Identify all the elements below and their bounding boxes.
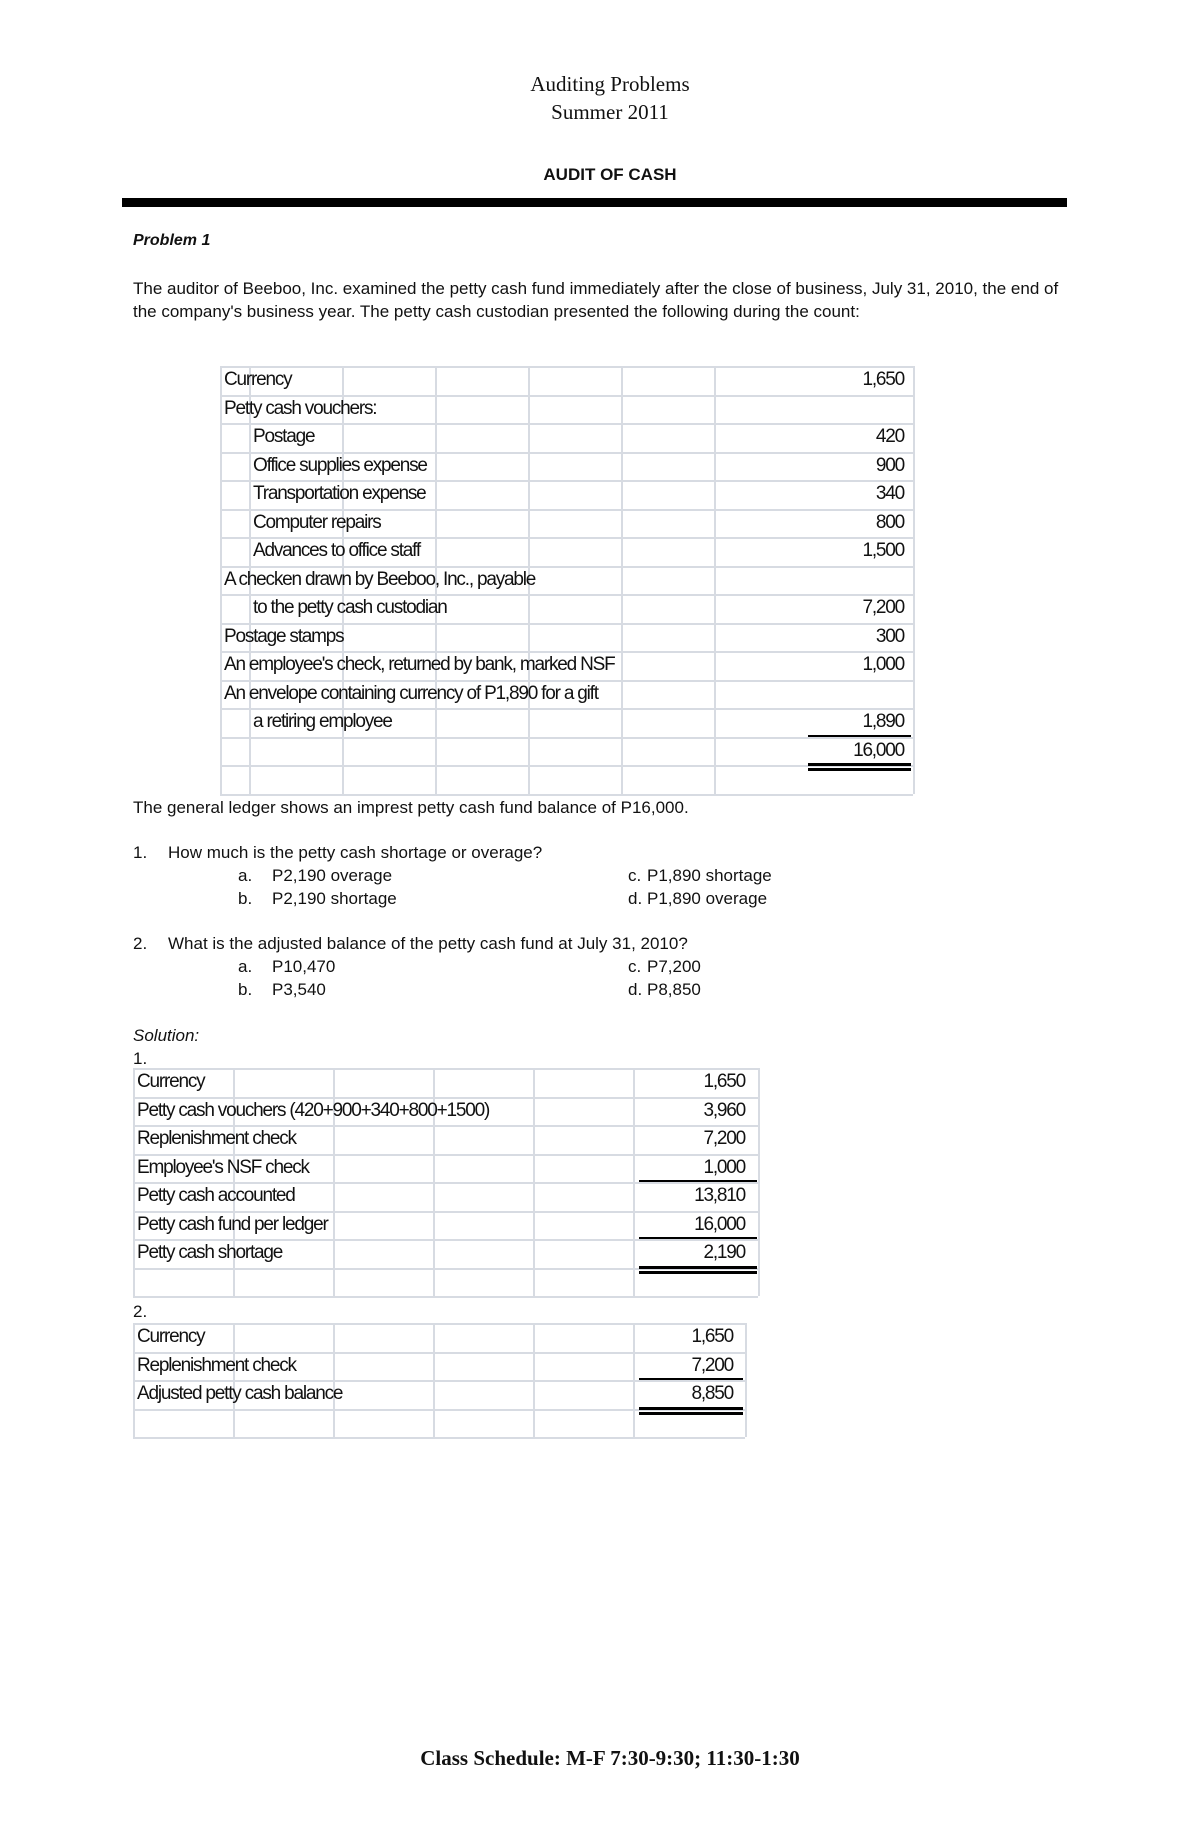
problem-heading: Problem 1	[133, 232, 211, 249]
class-schedule-footer: Class Schedule: M-F 7:30-9:30; 11:30-1:30	[420, 1746, 800, 1770]
grid-line	[714, 366, 716, 794]
option-letter: d.	[628, 980, 643, 999]
option-letter: c.	[628, 866, 642, 885]
option-letter: c.	[628, 957, 642, 976]
row-label: Petty cash accounted	[137, 1185, 295, 1206]
row-amount: 7,200	[862, 597, 904, 618]
row-label: Postage	[253, 426, 315, 447]
row-amount: 7,200	[691, 1354, 733, 1376]
row-label: Petty cash vouchers:	[224, 397, 377, 419]
row-label: Advances to office staff	[253, 540, 420, 561]
option-text: P2,190 overage	[272, 866, 393, 885]
option-letter: b.	[238, 980, 253, 999]
row-amount: 1,650	[703, 1071, 745, 1092]
row-label: a retiring employee	[253, 711, 392, 732]
solution-part-1-label: 1.	[133, 1049, 148, 1068]
row-label: An envelope containing currency of P1,890 for a gift	[224, 682, 598, 704]
row-amount: 340	[875, 483, 904, 504]
document-title: Auditing Problems	[530, 72, 690, 96]
row-amount: 8,850	[691, 1383, 733, 1404]
total-double-underline	[639, 1407, 743, 1410]
grid-line	[621, 366, 623, 794]
option-text: P1,890 overage	[647, 889, 768, 908]
heading-rule	[122, 198, 1067, 207]
row-amount: 16,000	[694, 1213, 745, 1235]
row-label: Replenishment check	[137, 1354, 296, 1376]
petty-cash-count-table	[220, 366, 913, 794]
row-label: Currency	[224, 369, 292, 390]
row-label: Petty cash shortage	[137, 1242, 283, 1263]
option-text: P2,190 shortage	[272, 889, 397, 908]
row-label: Computer repairs	[253, 511, 381, 533]
solution-part-2-label: 2.	[133, 1302, 148, 1321]
row-label: An employee's check, returned by bank, marked NSF	[224, 654, 615, 675]
row-label: Transportation expense	[253, 483, 426, 504]
row-amount: 3,960	[703, 1099, 745, 1121]
row-label: Adjusted petty cash balance	[137, 1383, 343, 1404]
total-double-underline	[639, 1271, 757, 1274]
question-number: 1.	[133, 843, 148, 862]
option-letter: b.	[238, 889, 253, 908]
subtotal-underline	[639, 1378, 743, 1380]
row-amount: 7,200	[703, 1128, 745, 1149]
solution-2-table	[133, 1323, 745, 1443]
row-label: Replenishment check	[137, 1128, 296, 1149]
grid-line	[133, 1437, 745, 1439]
option-letter: a.	[238, 957, 253, 976]
row-label: to the petty cash custodian	[253, 597, 447, 618]
problem-intro: The auditor of Beeboo, Inc. examined the petty cash fund immediately after the close of business, July 31, 2010, the end of the company's business year. The petty cash custodian presented the following during the count:	[133, 279, 1059, 321]
row-amount: 13,810	[694, 1185, 745, 1206]
section-title: AUDIT OF CASH	[543, 165, 677, 184]
row-label: Petty cash fund per ledger	[137, 1213, 328, 1235]
total-double-underline	[639, 1266, 757, 1269]
row-amount: 1,000	[703, 1156, 745, 1178]
grid-line	[758, 1068, 760, 1296]
row-amount: 1,650	[691, 1326, 733, 1347]
row-label: Currency	[137, 1326, 205, 1347]
solution-1-table	[133, 1068, 758, 1296]
solution-heading: Solution:	[133, 1026, 200, 1045]
row-amount: 420	[875, 426, 904, 447]
row-amount: 1,000	[862, 654, 904, 675]
row-amount: 2,190	[703, 1242, 745, 1263]
grid-line	[220, 366, 222, 794]
grid-line	[745, 1323, 747, 1437]
document-subtitle: Summer 2011	[551, 100, 669, 124]
row-amount: 1,890	[862, 711, 904, 732]
row-label: Employee's NSF check	[137, 1156, 309, 1178]
total-double-underline	[639, 1412, 743, 1415]
subtotal-underline	[639, 1180, 757, 1182]
option-text: P10,470	[272, 957, 336, 976]
row-amount: 300	[875, 625, 904, 647]
ledger-note: The general ledger shows an imprest petty cash fund balance of P16,000.	[133, 798, 689, 817]
grid-line	[133, 1296, 758, 1298]
row-amount: 1,650	[862, 369, 904, 390]
grid-line	[220, 794, 913, 796]
option-letter: d.	[628, 889, 643, 908]
question-text: How much is the petty cash shortage or overage?	[168, 843, 543, 862]
subtotal-underline	[808, 735, 911, 737]
row-label: Office supplies expense	[253, 454, 427, 476]
question-number: 2.	[133, 934, 148, 953]
subtotal-underline	[639, 1237, 757, 1239]
total-double-underline	[808, 768, 911, 771]
row-label: Postage stamps	[224, 625, 344, 647]
grid-line	[913, 366, 915, 794]
row-amount: 16,000	[853, 739, 904, 761]
option-text: P7,200	[647, 957, 701, 976]
row-amount: 1,500	[862, 540, 904, 561]
option-text: P3,540	[272, 980, 326, 999]
row-amount: 800	[875, 511, 904, 533]
question-text: What is the adjusted balance of the petty cash fund at July 31, 2010?	[168, 934, 688, 953]
option-text: P1,890 shortage	[647, 866, 772, 885]
row-label: A checken drawn by Beeboo, Inc., payable	[224, 568, 536, 590]
option-text: P8,850	[647, 980, 701, 999]
row-amount: 900	[875, 454, 904, 476]
row-label: Petty cash vouchers (420+900+340+800+1500)	[137, 1099, 490, 1121]
option-letter: a.	[238, 866, 253, 885]
row-label: Currency	[137, 1071, 205, 1092]
total-double-underline	[808, 763, 911, 766]
